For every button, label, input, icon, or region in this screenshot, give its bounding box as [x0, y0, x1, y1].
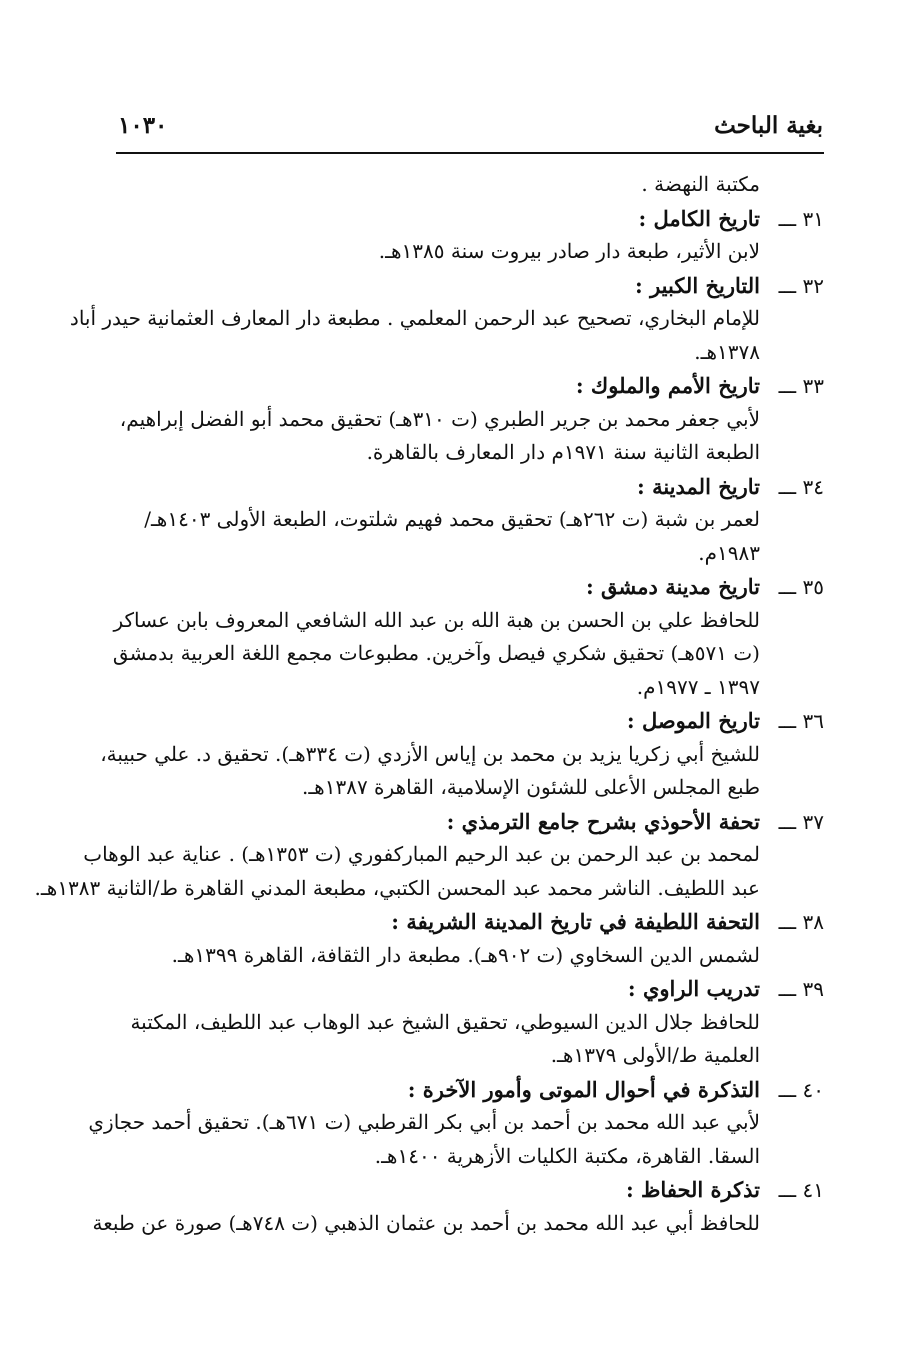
page-header — [118, 108, 823, 148]
entry-number: ٣٩ ـــ — [778, 977, 824, 1001]
entry-39 — [110, 972, 824, 1073]
entry-title: تحفة الأحوذي بشرح جامع الترمذي : — [446, 808, 760, 834]
entry-text: للحافظ جلال الدين السيوطي، تحقيق الشيخ عبد الوهاب عبد اللطيف، المكتبة — [130, 1009, 760, 1034]
entry-text: ١٣٩٧ ـ ١٩٧٧م. — [636, 674, 760, 699]
entry-text: لأبي عبد الله محمد بن أحمد بن أبي بكر القرطبي (ت ٦٧١هـ). تحقيق أحمد حجازي — [88, 1110, 760, 1134]
entry-36 — [100, 704, 824, 805]
entry-41 — [92, 1173, 824, 1240]
entry-title: تاريخ مدينة دمشق : — [585, 574, 760, 599]
entry-title: تاريخ الأمم والملوك : — [575, 373, 760, 398]
entry-33 — [110, 369, 824, 470]
entry-40 — [88, 1073, 824, 1174]
entry-31 — [110, 202, 824, 269]
entry-number: ٣٦ ـــ — [778, 709, 824, 733]
entry-number: ٣١ ـــ — [778, 206, 824, 231]
entry-text: للحافظ أبي عبد الله محمد بن أحمد بن عثمان الذهبي (ت ٧٤٨هـ) صورة عن طبعة — [92, 1210, 760, 1235]
entry-text: لأبي جعفر محمد بن جرير الطبري (ت ٣١٠هـ) تحقيق محمد أبو الفضل إبراهيم، — [119, 406, 760, 431]
entry-number: ٣٧ ـــ — [778, 809, 824, 834]
entry-37 — [34, 805, 824, 906]
running-title: بغية الباحث — [714, 112, 823, 139]
entry-text: لمحمد بن عبد الرحمن بن عبد الرحيم المباركفوري (ت ١٣٥٣هـ) . عناية عبد الوهاب — [83, 842, 760, 866]
entry-title: التاريخ الكبير : — [635, 272, 760, 298]
entry-text: لشمس الدين السخاوي (ت ٩٠٢هـ). مطبعة دار الثقافة، القاهرة ١٣٩٩هـ. — [171, 942, 760, 967]
entry-number: ٤٠ ـــ — [778, 1077, 824, 1102]
entry-text: طبع المجلس الأعلى للشئون الإسلامية، القاهرة ١٣٨٧هـ. — [301, 775, 760, 799]
entry-text: السقا. القاهرة، مكتبة الكليات الأزهرية ١٤٠٠هـ. — [374, 1143, 760, 1168]
entry-text: للشيخ أبي زكريا يزيد بن محمد بن إياس الأزدي (ت ٣٣٤هـ). تحقيق د. علي حبيبة، — [100, 741, 760, 766]
entry-34 — [110, 470, 824, 571]
entry-title: تدريب الراوي : — [627, 976, 760, 1001]
entry-title: التحفة اللطيفة في تاريخ المدينة الشريفة : — [391, 909, 760, 934]
intro-line: مكتبة النهضة . — [641, 172, 760, 196]
entry-35 — [110, 570, 824, 704]
header-rule — [116, 152, 824, 154]
entry-number: ٣٢ ـــ — [778, 273, 824, 298]
entry-text: لعمر بن شبة (ت ٢٦٢هـ) تحقيق محمد فهيم شلتوت، الطبعة الأولى ١٤٠٣هـ/ — [144, 507, 760, 531]
entry-title: تاريخ الكامل : — [638, 205, 760, 231]
page-number: ١٠٣٠ — [118, 112, 168, 139]
entry-text: (ت ٥٧١هـ) تحقيق شكري فيصل وآخرين. مطبوعات مجمع اللغة العربية بدمشق — [112, 641, 760, 665]
entry-text: للحافظ علي بن الحسن بن هبة الله بن عبد الله الشافعي المعروف بابن عساكر — [113, 607, 760, 632]
entry-number: ٣٨ ـــ — [778, 910, 824, 934]
entry-text: الطبعة الثانية سنة ١٩٧١م دار المعارف بالقاهرة. — [366, 440, 760, 464]
entry-number: ٣٣ ـــ — [778, 374, 824, 398]
entry-number: ٣٥ ـــ — [778, 575, 824, 599]
entry-number: ٣٤ ـــ — [778, 474, 824, 499]
entry-38 — [110, 905, 824, 972]
entry-text: ١٩٨٣م. — [698, 540, 760, 565]
entry-text: العلمية ط/الأولى ١٣٧٩هـ. — [550, 1043, 760, 1067]
entry-number: ٤١ ـــ — [778, 1178, 824, 1202]
bibliography-list — [34, 168, 824, 1240]
entry-title: تذكرة الحفاظ : — [625, 1177, 760, 1202]
entry-text: لابن الأثير، طبعة دار صادر بيروت سنة ١٣٨٥هـ. — [378, 239, 760, 263]
entry-32 — [69, 269, 824, 370]
entry-text: عبد اللطيف. الناشر محمد عبد المحسن الكتبي، مطبعة المدني القاهرة ط/الثانية ١٣٨٣هـ. — [34, 875, 760, 900]
entry-text: ١٣٧٨هـ. — [694, 339, 760, 364]
entry-title: تاريخ المدينة : — [637, 473, 760, 499]
entry-title: تاريخ الموصل : — [626, 708, 760, 733]
entry-title: التذكرة في أحوال الموتى وأمور الآخرة : — [407, 1076, 760, 1102]
entry-text: للإمام البخاري، تصحيح عبد الرحمن المعلمي . مطبعة دار المعارف العثمانية حيدر أباد — [69, 306, 760, 330]
